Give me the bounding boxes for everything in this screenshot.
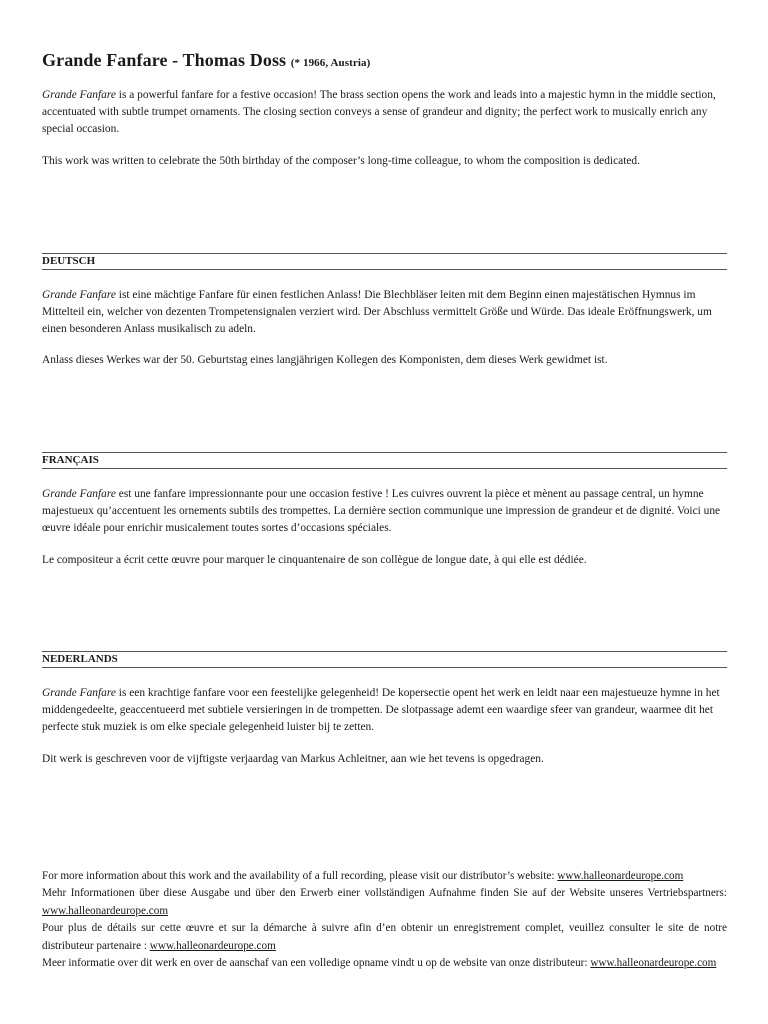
nederlands-paragraph-2: Dit werk is geschreven voor de vijftigste verjaardag van Markus Achleitner, aan wie het tevens is opgedragen. <box>42 753 544 765</box>
section-heading-nederlands <box>42 651 727 668</box>
footer-nederlands-text: Meer informatie over dit werk en over de aanschaf van een volledige opname vindt u op de website van onze distributeur: <box>42 957 591 970</box>
nederlands-paragraph-1-text: is een krachtige fanfare voor een feestelijke gelegenheid! De kopersectie opent het werk en leidt naar een majestueuze hymne in het middengedeelte, geaccentueerd met subtiele versieringen in de trompetten. De slotpassage ademt een waardige sfeer van grandeur, waarmee dit het perfecte stuk muziek is om elke speciale gelegenheid luister bij te zetten. <box>42 687 720 733</box>
english-paragraph-1-text: is a powerful fanfare for a festive occasion! The brass section opens the work and leads into a majestic hymn in the middle section, accentuated with subtle trumpet ornaments. The closing section conveys a sense of grandeur and dignity; the perfect work to musically enrich any special occasion. <box>42 89 716 135</box>
title-main: Grande Fanfare - Thomas Doss <box>42 50 287 70</box>
deutsch-paragraph-2: Anlass dieses Werkes war der 50. Geburtstag eines langjährigen Kollegen des Komponisten, dem dieses Werk gewidmet ist. <box>42 354 608 366</box>
footer-francais <box>42 920 727 955</box>
footer-francais-text: Pour plus de détails sur cette œuvre et sur la démarche à suivre afin d’en obtenir un enregistrement complet, veuillez consulter le site de notre distributeur partenaire : <box>42 922 727 952</box>
section-heading-deutsch <box>42 253 727 270</box>
distributor-link-nederlands[interactable]: www.halleonardeurope.com <box>590 957 717 970</box>
document-page <box>42 0 727 1024</box>
francais-paragraph-2: Le compositeur a écrit cette œuvre pour marquer le cinquantenaire de son collègue de longue date, à qui elle est dédiée. <box>42 554 587 566</box>
english-paragraph-2: This work was written to celebrate the 50th birthday of the composer’s long-time colleague, to whom the composition is dedicated. <box>42 155 640 167</box>
section-heading-label: FRANÇAIS <box>42 454 99 466</box>
work-title: Grande Fanfare <box>42 89 116 101</box>
page-title <box>42 50 370 71</box>
work-title: Grande Fanfare <box>42 289 116 301</box>
footer-info <box>42 868 727 972</box>
deutsch-paragraph-1 <box>42 287 727 338</box>
francais-paragraph-1 <box>42 486 727 537</box>
work-title: Grande Fanfare <box>42 687 116 699</box>
work-title: Grande Fanfare <box>42 488 116 500</box>
distributor-link-francais[interactable]: www.halleonardeurope.com <box>149 939 276 952</box>
section-heading-label: DEUTSCH <box>42 255 96 267</box>
footer-english <box>42 868 727 885</box>
title-subtitle: (* 1966, Austria) <box>290 57 371 69</box>
footer-deutsch-text: Mehr Informationen über diese Ausgabe und über den Erwerb einer vollständigen Aufnahme finden Sie auf der Website unseres Vertriebspartners: <box>42 887 727 900</box>
distributor-link-english[interactable]: www.halleonardeurope.com <box>557 870 684 882</box>
section-heading-francais <box>42 452 727 469</box>
francais-paragraph-1-text: est une fanfare impressionnante pour une occasion festive ! Les cuivres ouvrent la pièce et mènent au passage central, un hymne majestueux qu’accentuent les ornements subtils des trompettes. La dernière section communique une impression de grandeur et de dignité. Voici une œuvre idéale pour enrichir musicalement toutes sortes d’occasions spéciales. <box>42 488 721 534</box>
nederlands-paragraph-1 <box>42 685 727 736</box>
deutsch-paragraph-1-text: ist eine mächtige Fanfare für einen festlichen Anlass! Die Blechbläser leiten mit dem Beginn einen majestätischen Hymnus im Mittelteil ein, welcher von dezenten Trompetensignalen verziert wird. Der Abschluss vermittelt Größe und Würde. Das ideale Eröffnungswerk, um einen besonderen Anlass musikalisch zu adeln. <box>42 289 712 335</box>
distributor-link-deutsch[interactable]: www.halleonardeurope.com <box>42 904 169 917</box>
footer-nederlands <box>42 955 727 972</box>
footer-deutsch <box>42 885 727 920</box>
footer-english-text: For more information about this work and the availability of a full recording, please visit our distributor’s website: <box>42 870 558 882</box>
section-heading-label: NEDERLANDS <box>42 653 118 665</box>
english-paragraph-1 <box>42 87 727 138</box>
